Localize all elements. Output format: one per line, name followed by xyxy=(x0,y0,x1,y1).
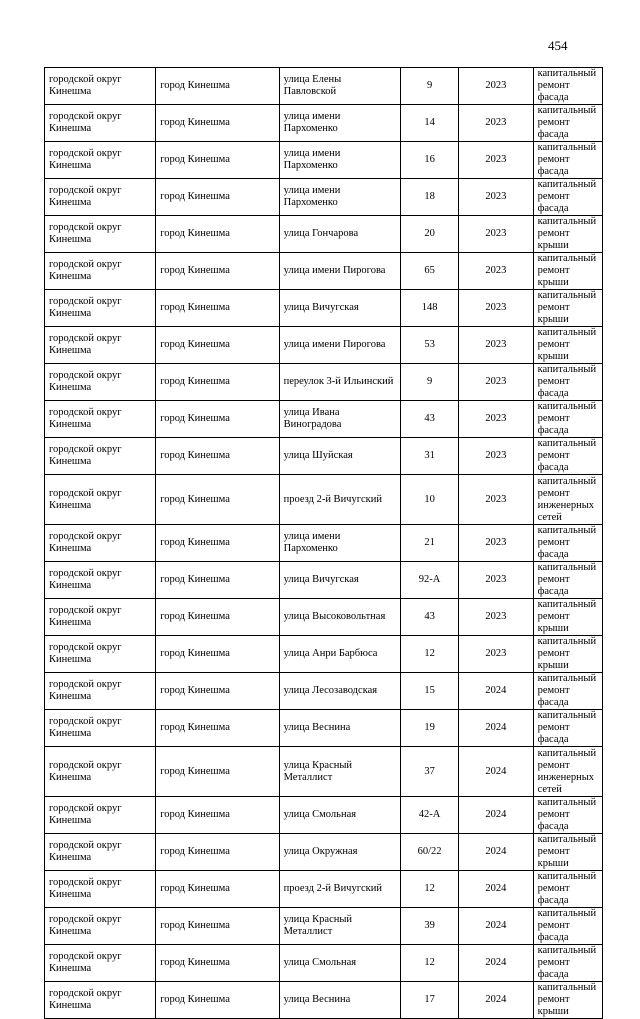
year-cell: 2024 xyxy=(459,710,533,747)
year-cell: 2023 xyxy=(459,327,533,364)
street-cell: улица Веснина xyxy=(279,710,400,747)
table-row xyxy=(45,945,603,982)
year-cell: 2023 xyxy=(459,290,533,327)
district-cell: городской округ Кинешма xyxy=(45,982,156,1019)
city-cell: город Кинешма xyxy=(156,327,279,364)
work-type-cell: капитальный ремонт фасада xyxy=(533,179,602,216)
city-cell: город Кинешма xyxy=(156,982,279,1019)
work-type-cell: капитальный ремонт фасада xyxy=(533,908,602,945)
year-cell: 2024 xyxy=(459,908,533,945)
district-cell: городской округ Кинешма xyxy=(45,747,156,797)
year-cell: 2023 xyxy=(459,216,533,253)
house-number-cell: 43 xyxy=(401,401,459,438)
year-cell: 2023 xyxy=(459,68,533,105)
city-cell: город Кинешма xyxy=(156,142,279,179)
table-row xyxy=(45,908,603,945)
city-cell: город Кинешма xyxy=(156,216,279,253)
work-type-cell: капитальный ремонт фасада xyxy=(533,364,602,401)
district-cell: городской округ Кинешма xyxy=(45,525,156,562)
work-type-cell: капитальный ремонт фасада xyxy=(533,105,602,142)
city-cell: город Кинешма xyxy=(156,364,279,401)
table-row xyxy=(45,364,603,401)
street-cell: улица Красный Металлист xyxy=(279,908,400,945)
district-cell: городской округ Кинешма xyxy=(45,834,156,871)
street-cell: улица Вичугская xyxy=(279,562,400,599)
work-type-cell: капитальный ремонт фасада xyxy=(533,710,602,747)
work-type-cell: капитальный ремонт инженерных сетей xyxy=(533,747,602,797)
year-cell: 2024 xyxy=(459,747,533,797)
work-type-cell: капитальный ремонт крыши xyxy=(533,599,602,636)
table-row xyxy=(45,673,603,710)
table-row xyxy=(45,797,603,834)
house-number-cell: 15 xyxy=(401,673,459,710)
district-cell: городской округ Кинешма xyxy=(45,253,156,290)
year-cell: 2023 xyxy=(459,364,533,401)
year-cell: 2024 xyxy=(459,871,533,908)
table-row xyxy=(45,475,603,525)
street-cell: улица Окружная xyxy=(279,834,400,871)
table-row xyxy=(45,834,603,871)
work-type-cell: капитальный ремонт фасада xyxy=(533,673,602,710)
table-row xyxy=(45,438,603,475)
street-cell: улица имени Пархоменко xyxy=(279,179,400,216)
city-cell: город Кинешма xyxy=(156,401,279,438)
work-type-cell: капитальный ремонт фасада xyxy=(533,945,602,982)
district-cell: городской округ Кинешма xyxy=(45,673,156,710)
district-cell: городской округ Кинешма xyxy=(45,68,156,105)
house-number-cell: 42-А xyxy=(401,797,459,834)
registry-table-body xyxy=(45,68,603,1019)
city-cell: город Кинешма xyxy=(156,636,279,673)
district-cell: городской округ Кинешма xyxy=(45,105,156,142)
table-row xyxy=(45,747,603,797)
work-type-cell: капитальный ремонт фасада xyxy=(533,401,602,438)
street-cell: улица Гончарова xyxy=(279,216,400,253)
work-type-cell: капитальный ремонт фасада xyxy=(533,797,602,834)
street-cell: улица имени Пирогова xyxy=(279,253,400,290)
year-cell: 2023 xyxy=(459,105,533,142)
district-cell: городской округ Кинешма xyxy=(45,945,156,982)
street-cell: улица имени Пархоменко xyxy=(279,525,400,562)
street-cell: улица Смольная xyxy=(279,797,400,834)
year-cell: 2023 xyxy=(459,475,533,525)
house-number-cell: 65 xyxy=(401,253,459,290)
district-cell: городской округ Кинешма xyxy=(45,142,156,179)
page-number: 454 xyxy=(548,38,568,53)
house-number-cell: 12 xyxy=(401,636,459,673)
street-cell: улица Смольная xyxy=(279,945,400,982)
house-number-cell: 12 xyxy=(401,871,459,908)
work-type-cell: капитальный ремонт фасада xyxy=(533,68,602,105)
street-cell: проезд 2-й Вичугский xyxy=(279,871,400,908)
city-cell: город Кинешма xyxy=(156,68,279,105)
city-cell: город Кинешма xyxy=(156,253,279,290)
work-type-cell: капитальный ремонт фасада xyxy=(533,142,602,179)
street-cell: улица имени Пархоменко xyxy=(279,142,400,179)
street-cell: улица имени Пирогова xyxy=(279,327,400,364)
table-row xyxy=(45,562,603,599)
street-cell: переулок 3-й Ильинский xyxy=(279,364,400,401)
district-cell: городской округ Кинешма xyxy=(45,216,156,253)
table-row xyxy=(45,290,603,327)
street-cell: улица имени Пархоменко xyxy=(279,105,400,142)
street-cell: улица Веснина xyxy=(279,982,400,1019)
street-cell: улица Елены Павловской xyxy=(279,68,400,105)
district-cell: городской округ Кинешма xyxy=(45,562,156,599)
street-cell: улица Анри Барбюса xyxy=(279,636,400,673)
table-row xyxy=(45,525,603,562)
district-cell: городской округ Кинешма xyxy=(45,599,156,636)
house-number-cell: 20 xyxy=(401,216,459,253)
year-cell: 2023 xyxy=(459,438,533,475)
city-cell: город Кинешма xyxy=(156,599,279,636)
district-cell: городской округ Кинешма xyxy=(45,438,156,475)
street-cell: улица Красный Металлист xyxy=(279,747,400,797)
house-number-cell: 43 xyxy=(401,599,459,636)
city-cell: город Кинешма xyxy=(156,105,279,142)
registry-table xyxy=(44,67,603,1019)
district-cell: городской округ Кинешма xyxy=(45,401,156,438)
year-cell: 2023 xyxy=(459,599,533,636)
house-number-cell: 31 xyxy=(401,438,459,475)
year-cell: 2024 xyxy=(459,797,533,834)
year-cell: 2023 xyxy=(459,562,533,599)
year-cell: 2023 xyxy=(459,401,533,438)
year-cell: 2023 xyxy=(459,179,533,216)
district-cell: городской округ Кинешма xyxy=(45,871,156,908)
district-cell: городской округ Кинешма xyxy=(45,475,156,525)
street-cell: улица Лесозаводская xyxy=(279,673,400,710)
city-cell: город Кинешма xyxy=(156,747,279,797)
year-cell: 2023 xyxy=(459,142,533,179)
table-row xyxy=(45,142,603,179)
work-type-cell: капитальный ремонт крыши xyxy=(533,636,602,673)
city-cell: город Кинешма xyxy=(156,710,279,747)
district-cell: городской округ Кинешма xyxy=(45,179,156,216)
house-number-cell: 17 xyxy=(401,982,459,1019)
work-type-cell: капитальный ремонт крыши xyxy=(533,327,602,364)
district-cell: городской округ Кинешма xyxy=(45,908,156,945)
year-cell: 2024 xyxy=(459,834,533,871)
table-row xyxy=(45,216,603,253)
house-number-cell: 37 xyxy=(401,747,459,797)
district-cell: городской округ Кинешма xyxy=(45,327,156,364)
city-cell: город Кинешма xyxy=(156,438,279,475)
house-number-cell: 12 xyxy=(401,945,459,982)
work-type-cell: капитальный ремонт фасада xyxy=(533,525,602,562)
city-cell: город Кинешма xyxy=(156,475,279,525)
city-cell: город Кинешма xyxy=(156,908,279,945)
work-type-cell: капитальный ремонт фасада xyxy=(533,871,602,908)
year-cell: 2024 xyxy=(459,945,533,982)
city-cell: город Кинешма xyxy=(156,562,279,599)
city-cell: город Кинешма xyxy=(156,871,279,908)
house-number-cell: 18 xyxy=(401,179,459,216)
district-cell: городской округ Кинешма xyxy=(45,710,156,747)
house-number-cell: 21 xyxy=(401,525,459,562)
work-type-cell: капитальный ремонт крыши xyxy=(533,982,602,1019)
house-number-cell: 39 xyxy=(401,908,459,945)
city-cell: город Кинешма xyxy=(156,179,279,216)
house-number-cell: 9 xyxy=(401,68,459,105)
house-number-cell: 53 xyxy=(401,327,459,364)
year-cell: 2023 xyxy=(459,636,533,673)
table-row xyxy=(45,636,603,673)
street-cell: улица Высоковольтная xyxy=(279,599,400,636)
district-cell: городской округ Кинешма xyxy=(45,290,156,327)
work-type-cell: капитальный ремонт крыши xyxy=(533,834,602,871)
table-row xyxy=(45,982,603,1019)
house-number-cell: 16 xyxy=(401,142,459,179)
street-cell: улица Ивана Виноградова xyxy=(279,401,400,438)
house-number-cell: 10 xyxy=(401,475,459,525)
work-type-cell: капитальный ремонт крыши xyxy=(533,216,602,253)
table-row xyxy=(45,327,603,364)
table-row xyxy=(45,599,603,636)
house-number-cell: 9 xyxy=(401,364,459,401)
table-row xyxy=(45,710,603,747)
table-row xyxy=(45,105,603,142)
work-type-cell: капитальный ремонт инженерных сетей xyxy=(533,475,602,525)
city-cell: город Кинешма xyxy=(156,945,279,982)
work-type-cell: капитальный ремонт фасада xyxy=(533,438,602,475)
city-cell: город Кинешма xyxy=(156,525,279,562)
year-cell: 2023 xyxy=(459,525,533,562)
house-number-cell: 92-А xyxy=(401,562,459,599)
year-cell: 2023 xyxy=(459,253,533,290)
table-row xyxy=(45,68,603,105)
house-number-cell: 60/22 xyxy=(401,834,459,871)
table-row xyxy=(45,871,603,908)
year-cell: 2024 xyxy=(459,982,533,1019)
city-cell: город Кинешма xyxy=(156,673,279,710)
table-row xyxy=(45,179,603,216)
house-number-cell: 148 xyxy=(401,290,459,327)
work-type-cell: капитальный ремонт крыши xyxy=(533,253,602,290)
street-cell: улица Шуйская xyxy=(279,438,400,475)
work-type-cell: капитальный ремонт фасада xyxy=(533,562,602,599)
table-row xyxy=(45,253,603,290)
city-cell: город Кинешма xyxy=(156,797,279,834)
district-cell: городской округ Кинешма xyxy=(45,797,156,834)
table-row xyxy=(45,401,603,438)
district-cell: городской округ Кинешма xyxy=(45,364,156,401)
year-cell: 2024 xyxy=(459,673,533,710)
street-cell: проезд 2-й Вичугский xyxy=(279,475,400,525)
house-number-cell: 19 xyxy=(401,710,459,747)
work-type-cell: капитальный ремонт крыши xyxy=(533,290,602,327)
city-cell: город Кинешма xyxy=(156,290,279,327)
district-cell: городской округ Кинешма xyxy=(45,636,156,673)
city-cell: город Кинешма xyxy=(156,834,279,871)
house-number-cell: 14 xyxy=(401,105,459,142)
street-cell: улица Вичугская xyxy=(279,290,400,327)
